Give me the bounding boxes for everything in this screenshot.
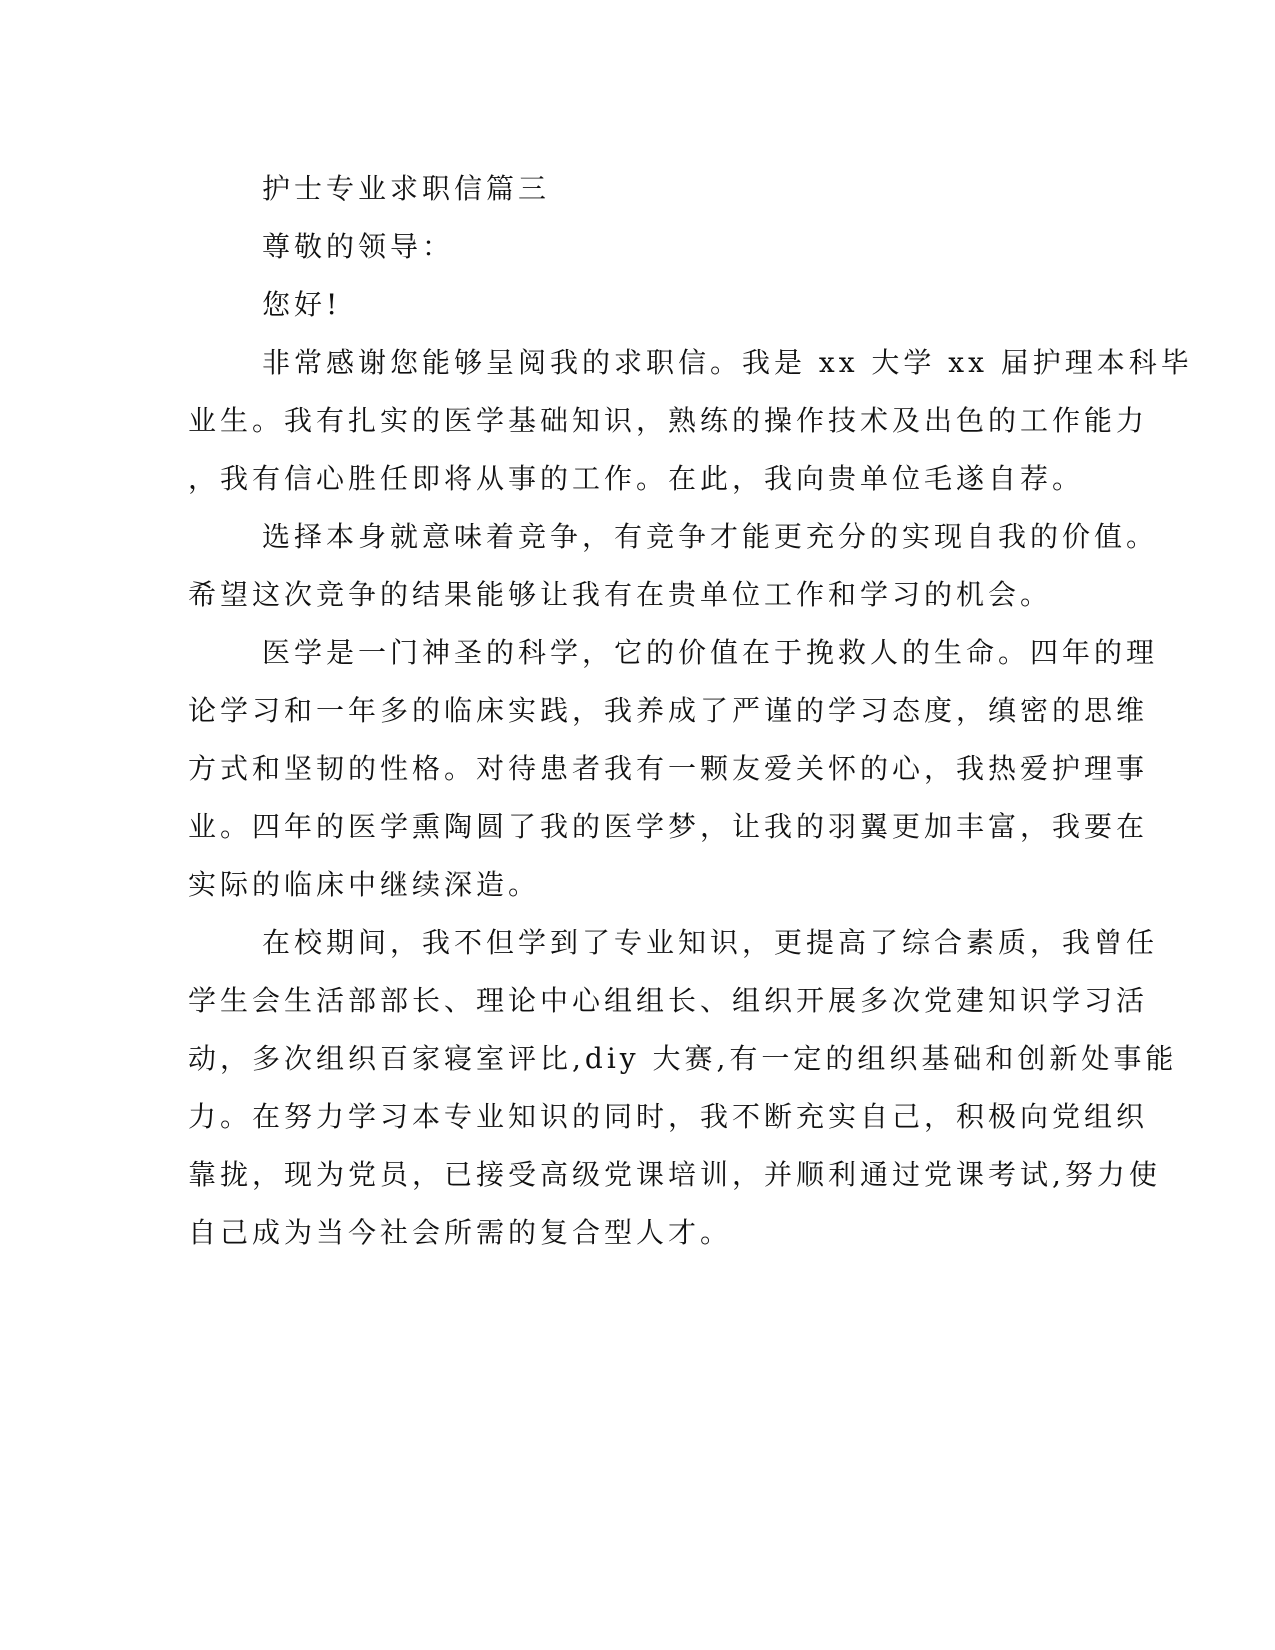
paragraph-line: ，我有信心胜任即将从事的工作。在此，我向贵单位毛遂自荐。 xyxy=(188,462,1085,495)
paragraph-3 xyxy=(188,624,1159,914)
paragraph-2 xyxy=(188,508,1159,624)
paragraph-line: 希望这次竞争的结果能够让我有在贵单位工作和学习的机会。 xyxy=(188,578,1053,611)
paragraph-line: 医学是一门神圣的科学，它的价值在于挽救人的生命。四年的理 xyxy=(262,636,1159,669)
document-title: 护士专业求职信篇三 xyxy=(262,172,551,205)
paragraph-line: 学生会生活部部长、理论中心组组长、组织开展多次党建知识学习活 xyxy=(188,984,1149,1017)
paragraph-1 xyxy=(188,334,1193,508)
paragraph-line: 论学习和一年多的临床实践，我养成了严谨的学习态度，缜密的思维 xyxy=(188,694,1149,727)
salutation: 尊敬的领导： xyxy=(262,230,455,263)
paragraph-line: 业生。我有扎实的医学基础知识，熟练的操作技术及出色的工作能力 xyxy=(188,404,1149,437)
paragraph-line: 选择本身就意味着竞争，有竞争才能更充分的实现自我的价值。 xyxy=(262,520,1159,553)
paragraph-line: 动，多次组织百家寝室评比,diy 大赛,有一定的组织基础和创新处事能 xyxy=(188,1042,1178,1075)
paragraph-line: 实际的临床中继续深造。 xyxy=(188,868,541,901)
paragraph-line: 在校期间，我不但学到了专业知识，更提高了综合素质，我曾任 xyxy=(262,926,1159,959)
letter-body xyxy=(188,160,1193,1262)
paragraph-line: 业。四年的医学熏陶圆了我的医学梦，让我的羽翼更加丰富，我要在 xyxy=(188,810,1149,843)
paragraph-line: 力。在努力学习本专业知识的同时，我不断充实自己，积极向党组织 xyxy=(188,1100,1149,1133)
paragraph-line: 非常感谢您能够呈阅我的求职信。我是 xx 大学 xx 届护理本科毕 xyxy=(262,346,1193,379)
paragraph-4 xyxy=(188,914,1178,1262)
paragraph-line: 自己成为当今社会所需的复合型人才。 xyxy=(188,1216,733,1249)
paragraph-line: 靠拢，现为党员，已接受高级党课培训，并顺利通过党课考试,努力使 xyxy=(188,1158,1161,1191)
paragraph-line: 方式和坚韧的性格。对待患者我有一颗友爱关怀的心，我热爱护理事 xyxy=(188,752,1149,785)
greeting: 您好! xyxy=(262,288,342,321)
